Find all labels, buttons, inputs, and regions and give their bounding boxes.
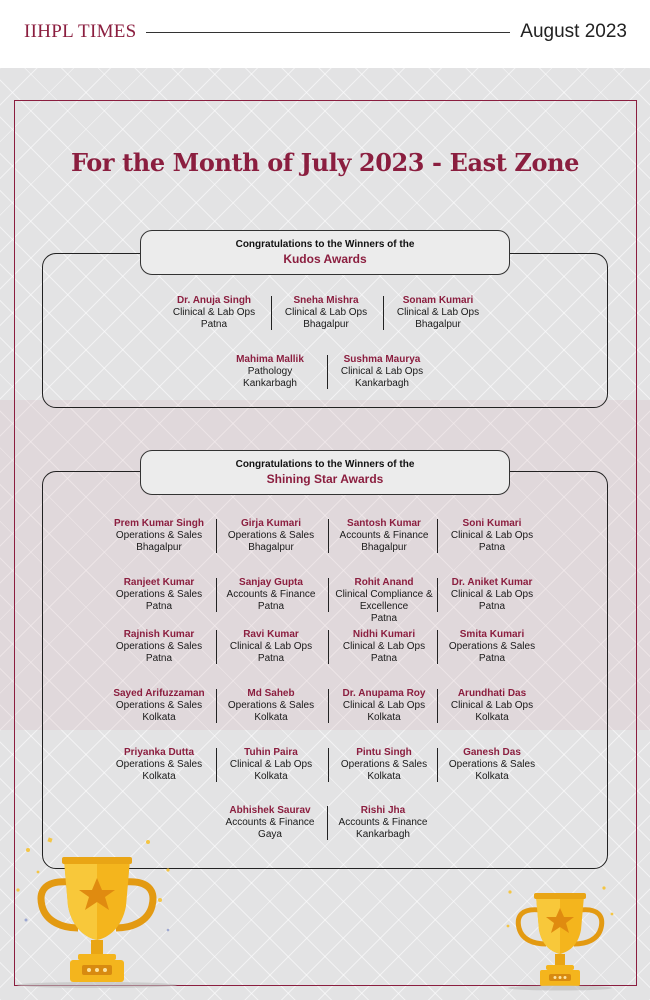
winner-card: [433, 747, 551, 783]
winner-location: Kolkata: [142, 771, 176, 782]
winner-location: Patna: [257, 601, 285, 612]
page-title: For the Month of July 2023 - East Zone: [70, 148, 580, 177]
winner-location: Kolkata: [367, 712, 401, 723]
winner-name: Pintu Singh: [356, 747, 412, 758]
winner-card: [212, 747, 330, 783]
winner-name: Prem Kumar Singh: [113, 518, 205, 529]
winner-name: Tuhin Paira: [244, 747, 298, 758]
winner-card: [325, 747, 443, 783]
winner-location: Patna: [200, 319, 228, 330]
winner-card: [433, 518, 551, 554]
winner-name: Dr. Aniket Kumar: [451, 577, 533, 588]
winner-card: [324, 805, 442, 841]
winner-name: Ravi Kumar: [243, 629, 299, 640]
winner-card: [212, 629, 330, 665]
shining-header: [140, 450, 510, 495]
column-divider: [327, 355, 328, 389]
winner-card: [100, 577, 218, 613]
winner-card: [433, 629, 551, 665]
winner-location: Kolkata: [475, 771, 509, 782]
winner-department: Clinical & Lab Ops: [450, 530, 534, 541]
winner-location: Bhagalpur: [136, 542, 182, 553]
header-rule: [146, 32, 510, 33]
winner-department: Accounts & Finance: [339, 530, 429, 541]
winner-card: [212, 577, 330, 613]
winner-name: Dr. Anupama Roy: [342, 688, 426, 699]
column-divider: [216, 689, 217, 723]
column-divider: [383, 296, 384, 330]
winner-card: [212, 518, 330, 554]
winner-department: Operations & Sales: [448, 641, 536, 652]
winner-location: Bhagalpur: [361, 542, 407, 553]
winner-name: Rohit Anand: [354, 577, 414, 588]
winner-department: Clinical Compliance & Excellence: [335, 589, 433, 612]
column-divider: [437, 578, 438, 612]
column-divider: [216, 519, 217, 553]
winner-department: Operations & Sales: [115, 589, 203, 600]
winner-name: Sonam Kumari: [402, 295, 474, 306]
winner-name: Ranjeet Kumar: [123, 577, 195, 588]
winner-name: Sayed Arifuzzaman: [113, 688, 205, 699]
column-divider: [328, 519, 329, 553]
winner-card: [433, 688, 551, 724]
winner-location: Kolkata: [254, 771, 288, 782]
trophy-icon: [500, 880, 620, 992]
winner-department: Operations & Sales: [227, 530, 315, 541]
winner-name: Girja Kumari: [240, 518, 302, 529]
winner-card: [325, 518, 443, 554]
winner-name: Abhishek Saurav: [229, 805, 311, 816]
column-divider: [216, 578, 217, 612]
winner-card: [379, 295, 497, 331]
winner-department: Operations & Sales: [340, 759, 428, 770]
winner-name: Smita Kumari: [459, 629, 525, 640]
winner-name: Rajnish Kumar: [123, 629, 195, 640]
shining-intro: Congratulations to the Winners of the: [235, 459, 415, 470]
winner-department: Clinical & Lab Ops: [342, 700, 426, 711]
winner-name: Arundhati Das: [457, 688, 527, 699]
winner-location: Kolkata: [475, 712, 509, 723]
brand-title: IIHPL TIMES: [24, 21, 137, 42]
winner-department: Operations & Sales: [227, 700, 315, 711]
winner-department: Clinical & Lab Ops: [229, 641, 313, 652]
winner-location: Bhagalpur: [415, 319, 461, 330]
winner-card: [100, 629, 218, 665]
winner-department: Clinical & Lab Ops: [340, 366, 424, 377]
winner-name: Sneha Mishra: [293, 295, 359, 306]
winner-name: Sushma Maurya: [343, 354, 421, 365]
column-divider: [327, 806, 328, 840]
winner-department: Clinical & Lab Ops: [450, 700, 534, 711]
shining-title: Shining Star Awards: [266, 472, 384, 486]
winner-location: Patna: [478, 601, 506, 612]
kudos-header: [140, 230, 510, 275]
issue-date: August 2023: [520, 21, 627, 42]
winner-name: Soni Kumari: [462, 518, 522, 529]
winner-department: Accounts & Finance: [225, 817, 315, 828]
winner-location: Patna: [478, 542, 506, 553]
winner-location: Patna: [478, 653, 506, 664]
winner-name: Rishi Jha: [360, 805, 406, 816]
winner-department: Pathology: [247, 366, 293, 377]
winner-location: Patna: [257, 653, 285, 664]
winner-location: Patna: [370, 653, 398, 664]
winner-name: Priyanka Dutta: [123, 747, 195, 758]
kudos-intro: Congratulations to the Winners of the: [235, 239, 415, 250]
winner-location: Bhagalpur: [303, 319, 349, 330]
winner-card: [325, 688, 443, 724]
winner-card: [325, 577, 443, 625]
winner-department: Clinical & Lab Ops: [284, 307, 368, 318]
winner-card: [325, 629, 443, 665]
column-divider: [328, 578, 329, 612]
column-divider: [328, 630, 329, 664]
winner-department: Clinical & Lab Ops: [342, 641, 426, 652]
winner-location: Kankarbagh: [355, 378, 409, 389]
kudos-title: Kudos Awards: [283, 252, 367, 266]
winner-department: Accounts & Finance: [226, 589, 316, 600]
winner-department: Operations & Sales: [115, 641, 203, 652]
trophy-icon: [8, 830, 183, 992]
winner-card: [433, 577, 551, 613]
winner-location: Kolkata: [142, 712, 176, 723]
column-divider: [216, 630, 217, 664]
winner-location: Kankarbagh: [243, 378, 297, 389]
winner-department: Operations & Sales: [115, 700, 203, 711]
winner-card: [212, 688, 330, 724]
winner-name: Nidhi Kumari: [352, 629, 416, 640]
winner-card: [267, 295, 385, 331]
column-divider: [437, 630, 438, 664]
winner-name: Md Saheb: [247, 688, 295, 699]
winner-department: Clinical & Lab Ops: [229, 759, 313, 770]
column-divider: [437, 689, 438, 723]
column-divider: [328, 748, 329, 782]
winner-location: Patna: [145, 601, 173, 612]
winner-location: Bhagalpur: [248, 542, 294, 553]
winner-department: Accounts & Finance: [338, 817, 428, 828]
winner-department: Operations & Sales: [448, 759, 536, 770]
winner-card: [100, 518, 218, 554]
winner-name: Dr. Anuja Singh: [176, 295, 252, 306]
winner-location: Kolkata: [254, 712, 288, 723]
winner-location: Kolkata: [367, 771, 401, 782]
winner-card: [155, 295, 273, 331]
winner-department: Clinical & Lab Ops: [396, 307, 480, 318]
winner-name: Ganesh Das: [463, 747, 521, 758]
winner-card: [211, 805, 329, 841]
winner-card: [211, 354, 329, 390]
column-divider: [271, 296, 272, 330]
winner-department: Operations & Sales: [115, 530, 203, 541]
column-divider: [437, 748, 438, 782]
winner-name: Mahima Mallik: [236, 354, 304, 365]
winner-location: Patna: [370, 613, 398, 624]
winner-card: [100, 688, 218, 724]
winner-card: [100, 747, 218, 783]
winner-department: Operations & Sales: [115, 759, 203, 770]
masthead: [0, 0, 650, 68]
winner-department: Clinical & Lab Ops: [172, 307, 256, 318]
winner-location: Gaya: [258, 829, 282, 840]
winner-department: Clinical & Lab Ops: [450, 589, 534, 600]
winner-name: Santosh Kumar: [347, 518, 421, 529]
column-divider: [216, 748, 217, 782]
winner-location: Kankarbagh: [356, 829, 410, 840]
winner-card: [323, 354, 441, 390]
winner-location: Patna: [145, 653, 173, 664]
winner-name: Sanjay Gupta: [239, 577, 303, 588]
column-divider: [437, 519, 438, 553]
column-divider: [328, 689, 329, 723]
